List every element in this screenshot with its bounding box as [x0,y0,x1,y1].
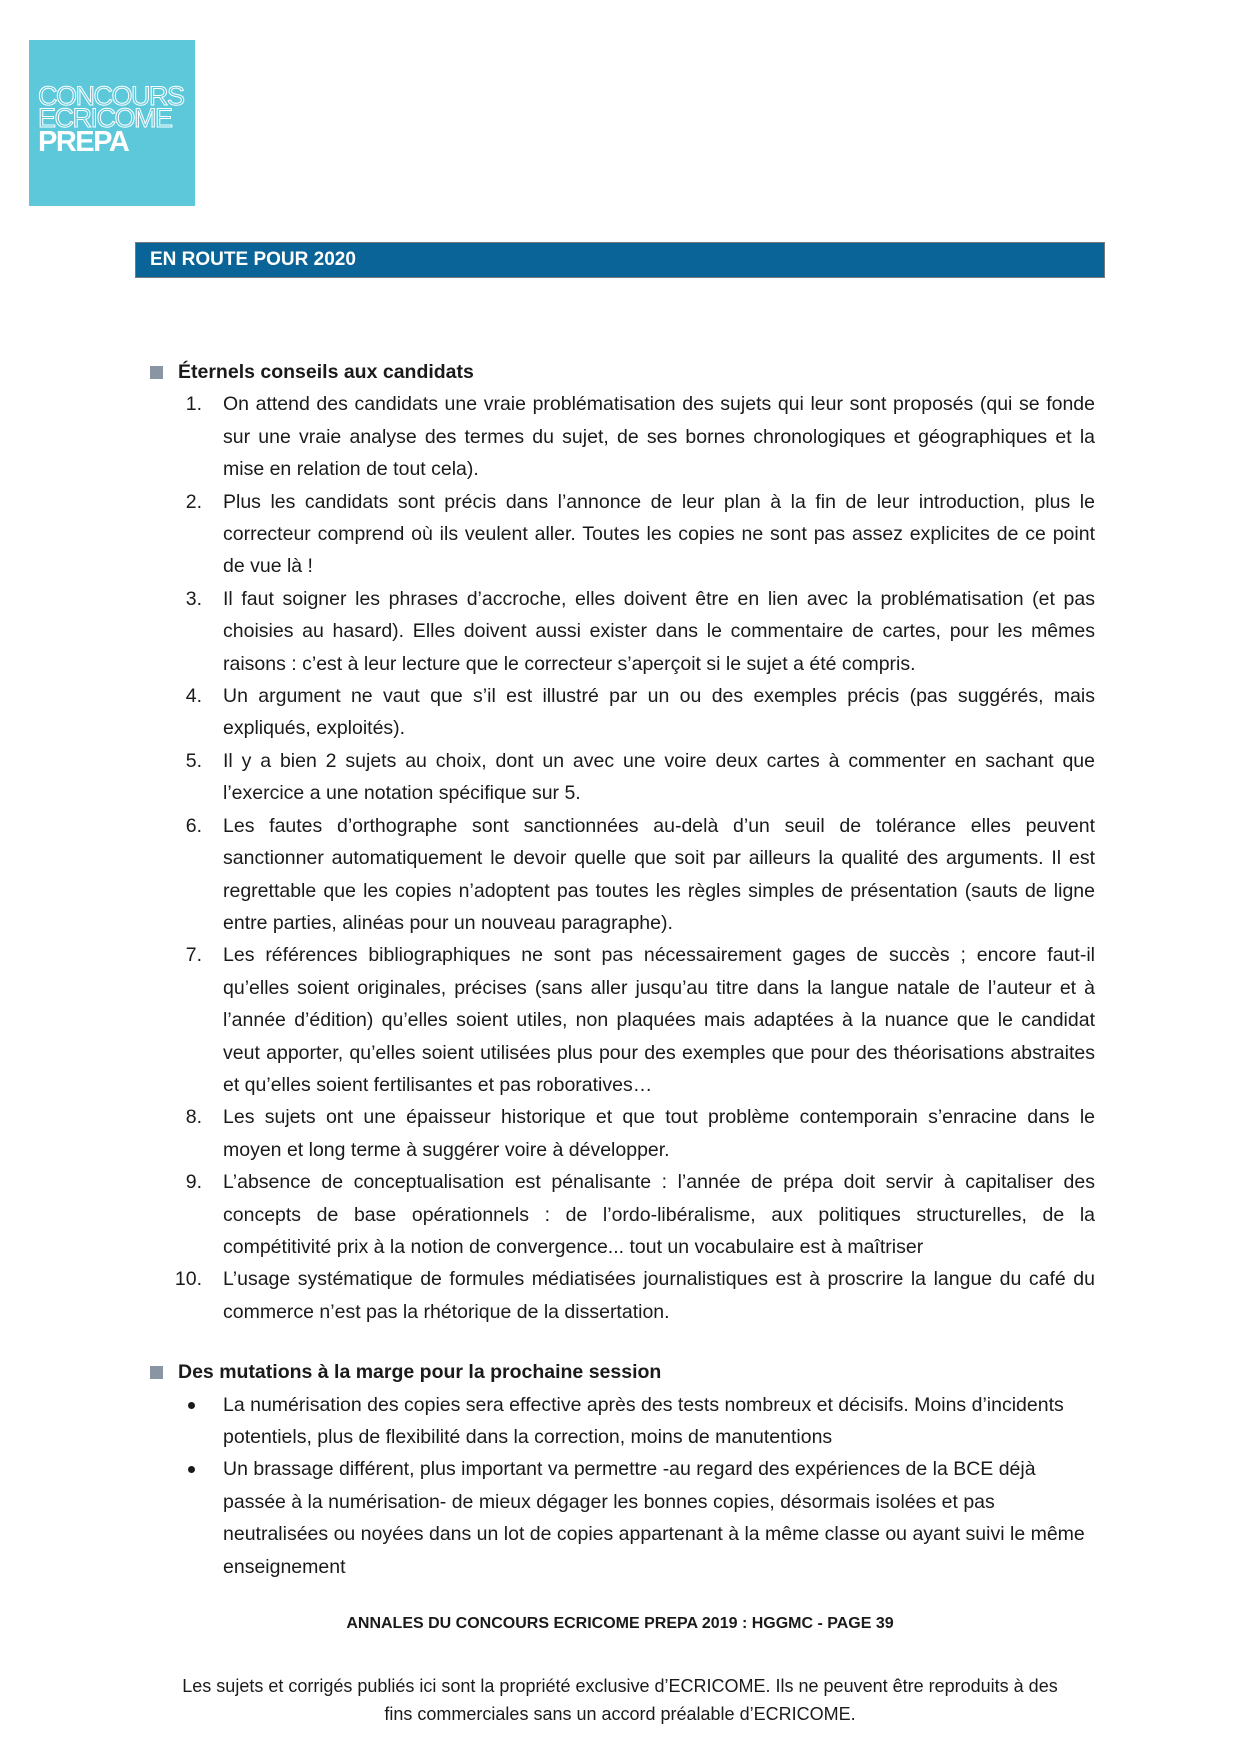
item-number: 6. [185,814,202,837]
section-heading-text: Des mutations à la marge pour la prochaine session [178,1361,662,1384]
item-text: Plus les candidats sont précis dans l’annonce de leur plan à la fin de leur introduction, plus le correcteur comprend où ils veulent aller. Toutes les copies ne sont pas assez explicites de ce point de vue là ! [223,490,1095,578]
item-number: 1. [185,393,202,416]
item-text: La numérisation des copies sera effective après des tests nombreux et décisifs. Moins d’incidents potentiels, plus de flexibilité dans la correction, moins de manutentions [223,1393,1064,1448]
list-item [150,583,1095,680]
logo-line-ecricome: ECRICOME [38,103,172,133]
bullet-dot-icon [188,1466,195,1473]
item-number: 5. [185,749,202,772]
list-item [150,388,1095,485]
item-text: L’absence de conceptualisation est pénalisante : l’année de prépa doit servir à capitaliser des concepts de base opérationnels : de l’ordo-libéralisme, aux politiques structurelles, de la compétitivité prix à la notion de convergence... tout un vocabulaire est à maîtriser [223,1171,1095,1258]
item-text: On attend des candidats une vraie problématisation des sujets qui leur sont proposés (qui se fonde sur une vraie analyse des termes du sujet, de ses bornes chronologiques et géographiques et la mise en relation de tout cela). [223,393,1095,481]
item-number: 2. [185,490,202,513]
item-text: Les références bibliographiques ne sont pas nécessairement gages de succès ; encore faut-il qu’elles soient originales, précises (sans aller jusqu’au titre dans la langue natale de l’auteur et à l’année d’édition) qu’elles soient utiles, non plaquées mais adaptées à la nuance que le candidat veut apporter, qu’elles soient utilisées plus pour des exemples que pour des théorisations abstraites et qu’elles soient fertilisantes et pas roboratives… [223,944,1095,1096]
main-content [150,356,1095,1583]
mutations-list [150,1389,1095,1583]
item-number: 3. [185,587,202,610]
bullet-dot-icon [188,1402,195,1409]
item-text: Les sujets ont une épaisseur historique et que tout problème contemporain s’enracine dans le moyen et long terme à suggérer voire à développer. [223,1106,1095,1161]
list-item [150,486,1095,583]
item-number: 7. [185,944,202,967]
advice-list [150,388,1095,1328]
list-item [150,810,1095,940]
list-item [150,680,1095,745]
section-spacer [150,1328,1095,1356]
list-item [150,1453,1095,1583]
footer-note-line: Les sujets et corrigés publiés ici sont la propriété exclusive d’ECRICOME. Ils ne peuvent être reproduits à des [182,1676,1058,1696]
item-number: 10. [174,1268,202,1291]
list-item [150,939,1095,1101]
item-text: Les fautes d’orthographe sont sanctionnées au-delà d’un seuil de tolérance elles peuvent sanctionner automatiquement le devoir quelle que soit par ailleurs la qualité des arguments. Il est regrettable que les copies n’adoptent pas toutes les règles simples de présentation (sauts de ligne entre parties, alinéas pour un nouveau paragraphe). [223,814,1095,934]
item-number: 4. [185,685,202,708]
square-bullet-icon [150,1366,163,1379]
item-text: Il faut soigner les phrases d’accroche, elles doivent être en lien avec la problématisation (et pas choisies au hasard). Elles doivent aussi exister dans le commentaire de cartes, pour les mêmes raisons : c’est à leur lecture que le correcteur s’aperçoit si le sujet a été compris. [223,587,1095,675]
section-heading-mutations [150,1356,1095,1388]
logo-line-concours: CONCOURS [38,81,184,111]
list-item [150,745,1095,810]
list-item [150,1263,1095,1328]
list-item [150,1101,1095,1166]
list-item [150,1389,1095,1454]
section-heading-text: Éternels conseils aux candidats [178,361,474,383]
item-text: Il y a bien 2 sujets au choix, dont un avec une voire deux cartes à commenter en sachant que l’exercice a une notation spécifique sur 5. [223,749,1095,805]
item-text: L’usage systématique de formules médiatisées journalistiques est à proscrire la langue du café du commerce n’est pas la rhétorique de la dissertation. [223,1268,1095,1323]
footer-title: ANNALES DU CONCOURS ECRICOME PREPA 2019 : HGGMC - PAGE 39 [346,1615,894,1632]
item-number: 8. [185,1106,202,1129]
footer-copyright-note [120,1672,1120,1728]
item-text: Un argument ne vaut que s’il est illustré par un ou des exemples précis (pas suggérés, mais expliqués, exploités). [223,685,1095,740]
footer-note-line: fins commerciales sans un accord préalable d’ECRICOME. [384,1704,856,1724]
square-bullet-icon [150,366,163,379]
ecricome-logo [29,40,195,206]
logo-line-prepa: PREPA [38,126,129,158]
section-heading-conseils [150,356,1095,388]
section-banner: EN ROUTE POUR 2020 [135,242,1105,278]
item-number: 9. [185,1171,202,1194]
list-item [150,1166,1095,1263]
item-text: Un brassage différent, plus important va permettre -au regard des expériences de la BCE déjà passée à la numérisation- de mieux dégager les bonnes copies, désormais isolées et pas neutralisées ou noyées dans un lot de copies appartenant à la même classe ou ayant suivi le même enseignement [223,1458,1085,1578]
